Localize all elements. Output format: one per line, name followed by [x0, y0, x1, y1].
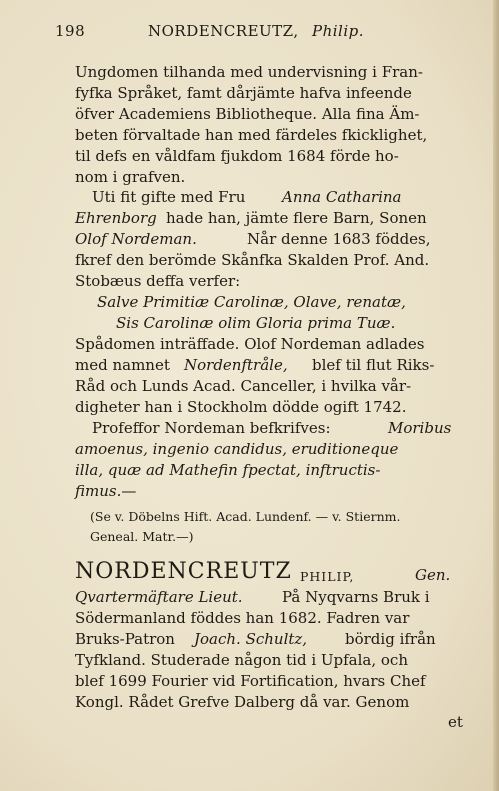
text-line-italic: Anna Catharina [282, 188, 402, 206]
text-line: Södermanland föddes han 1682. Fadren var [75, 609, 410, 627]
text-line-italic: Joach. Schultz, [194, 630, 308, 648]
text-line: fkref den berömde Skånfka Skalden Prof. And. [75, 251, 430, 269]
text-line: til defs en våldfam fjukdom 1684 förde ho- [75, 147, 399, 165]
text-line: Kongl. Rådet Grefve Dalberg då var. Genom [75, 693, 410, 711]
page-number: 198 [55, 22, 86, 40]
text-line: öfver Academiens Bibliotheque. Alla fina Äm- [75, 105, 420, 123]
text-line: blef 1699 Fourier vid Fortification, hvars Chef [75, 672, 426, 690]
text-line: Ungdomen tilhanda med undervisning i Fran- [75, 63, 423, 81]
text-line-italic: Gen. [415, 566, 451, 584]
text-line-italic: fimus.— [75, 482, 137, 500]
entry-heading: NORDENCREUTZ [75, 559, 292, 584]
text-line: nom i grafven. [75, 168, 186, 186]
text-line-italic: Olof Nordeman. [75, 230, 197, 248]
running-title-name: Philip. [312, 22, 365, 40]
text-line-italic: Qvartermäftare Lieut. [75, 588, 243, 606]
text-line: Tyfkland. Studerade någon tid i Upfala, och [75, 651, 408, 669]
text-line-italic: amoenus, ingenio candidus, eruditioneque [75, 440, 399, 458]
reference-line: Geneal. Matr.—) [90, 529, 194, 544]
text-line-italic: Ehrenborg [75, 209, 157, 227]
text-line-italic: illa, quæ ad Mathefin fpectat, inftructis- [75, 461, 381, 479]
entry-heading-name: PHILIP, [300, 569, 355, 584]
page-spine-edge [493, 0, 499, 791]
text-line: beten förvaltade han med färdeles fkicklighet, [75, 126, 428, 144]
text-line: fyfka Språket, famt dårjämte hafva infeende [75, 84, 412, 102]
verse-line: Sis Carolinæ olim Gloria prima Tuæ. [116, 314, 396, 332]
running-title: NORDENCREUTZ, [148, 22, 299, 40]
catchword: et [448, 713, 463, 731]
text-line: blef til flut Riks- [312, 356, 435, 374]
text-line: Når denne 1683 föddes, [247, 230, 431, 248]
text-line: Spådomen inträffade. Olof Nordeman adlades [75, 335, 425, 353]
text-line: med namnet [75, 356, 170, 374]
text-line: Stobæus deffa verfer: [75, 272, 241, 290]
text-line: hade han, jämte flere Barn, Sonen [166, 209, 427, 227]
text-line: Profeffor Nordeman befkrifves: [92, 419, 331, 437]
text-line: Bruks-Patron [75, 630, 175, 648]
text-line-italic: Moribus [388, 419, 452, 437]
text-line: Uti fit gifte med Fru [92, 188, 246, 206]
reference-line: (Se v. Döbelns Hift. Acad. Lundenf. — v. Stiernm. [90, 509, 401, 524]
text-line: Råd och Lunds Acad. Canceller, i hvilka vår- [75, 377, 412, 395]
text-line-italic: Nordenftråle, [184, 356, 288, 374]
text-line: På Nyqvarns Bruk i [282, 588, 430, 606]
text-line: bördig ifrån [345, 630, 436, 648]
text-line: digheter han i Stockholm dödde ogift 1742. [75, 398, 407, 416]
verse-line: Salve Primitiæ Carolinæ, Olave, renatæ, [97, 293, 406, 311]
